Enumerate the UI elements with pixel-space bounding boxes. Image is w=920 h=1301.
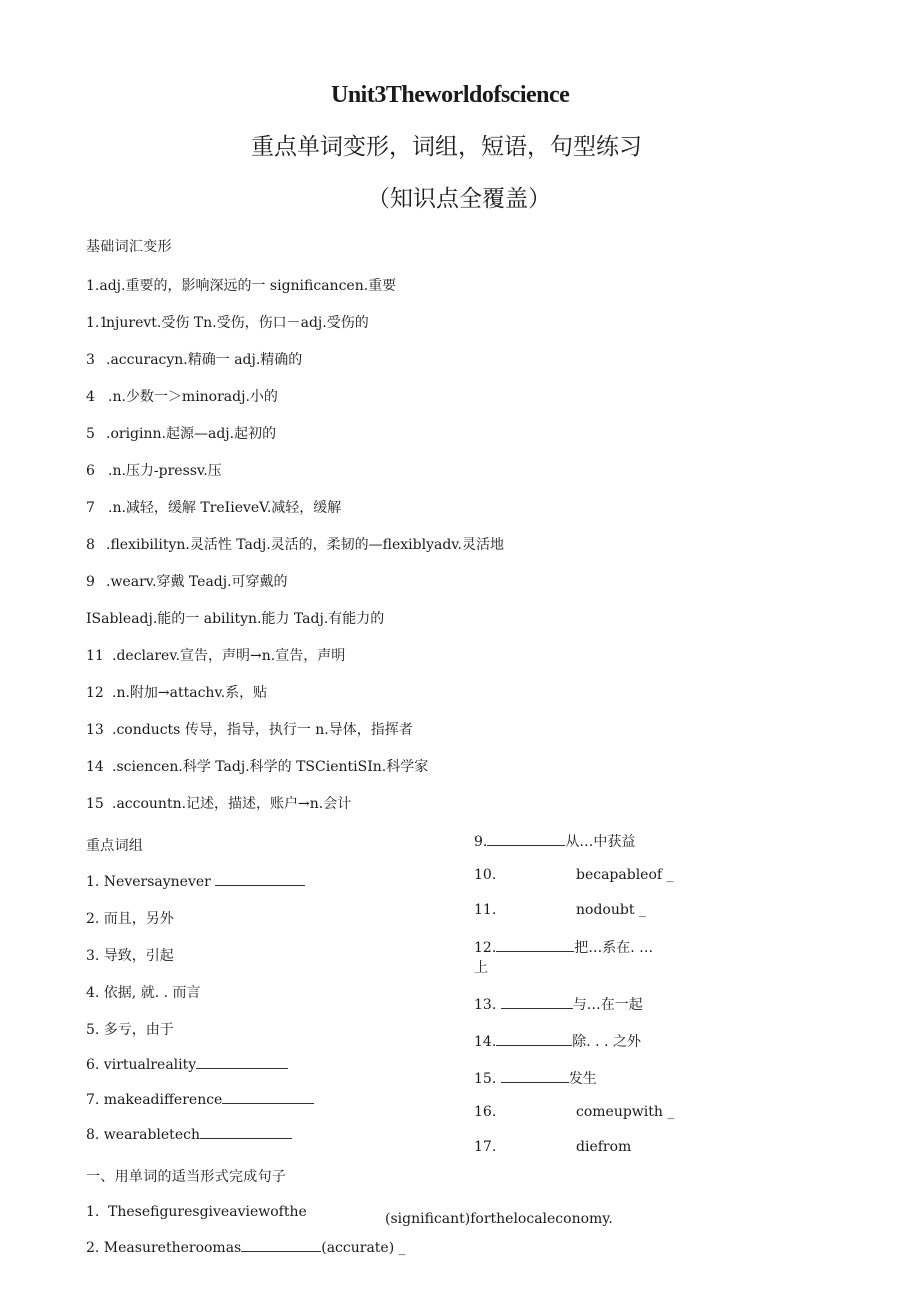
phrase-item: 8. wearabletech (86, 1126, 292, 1143)
phrase-item: 3. 导致，引起 (86, 948, 174, 964)
phrase-item: 9. 从…中获益 (474, 834, 636, 850)
answer-blank[interactable] (196, 1056, 288, 1069)
phrase-item: 5. 多亏，由于 (86, 1022, 174, 1038)
vocab-item: 1.1njurevt.受伤 Tn.受伤，伤口－adj.受伤的 (86, 315, 369, 331)
vocab-item: 13 .conducts 传导，指导，执行一 n.导体，指挥者 (86, 722, 413, 738)
phrase-item: 13. 与…在一起 (474, 997, 643, 1013)
phrase-item: 6. virtualreality (86, 1056, 288, 1073)
vocab-item: 11 .declarev.宣告，声明→n.宣告，声明 (86, 648, 346, 664)
vocab-item: 14 .sciencen.科学 Tadj.科学的 TSCientiSIn.科学家 (86, 759, 429, 775)
vocab-item: 6 .n.压力-pressv.压 (86, 463, 222, 479)
phrase-item: 2. 而且，另外 (86, 911, 174, 927)
answer-blank[interactable] (215, 873, 305, 886)
phrase-item: 11. nodoubt _ (474, 902, 646, 918)
phrase-item: 15. 发生 (474, 1071, 597, 1087)
exercise-heading: 一、用单词的适当形式完成句子 (86, 1169, 287, 1185)
phrase-item: 16. comeupwith _ (474, 1104, 675, 1120)
exercise-sentence-tail: (significant)forthelocaleconomy. (385, 1211, 613, 1227)
phrase-item: 12. 把…系在. … (474, 940, 654, 956)
phrase-item: 10. becapableof _ (474, 867, 674, 883)
answer-blank[interactable] (501, 1070, 569, 1083)
vocab-item: 8 .flexibilityn.灵活性 Tadj.灵活的，柔韧的—flexiblyadv.灵活地 (86, 537, 504, 553)
phrase-item: 14. 除. . . 之外 (474, 1034, 641, 1050)
answer-blank[interactable] (496, 1033, 572, 1046)
answer-blank[interactable] (501, 996, 573, 1009)
vocab-item: 4 .n.少数一＞minoradj.小的 (86, 389, 278, 405)
vocab-item: 1.adj.重要的，影响深远的一 significancen.重要 (86, 278, 397, 294)
phrase-item-continuation: 上 (474, 960, 488, 976)
exercise-sentence: 2. Measuretheroomas (accurate) _ (86, 1240, 406, 1256)
doc-subtitle-2: （知识点全覆盖） (367, 186, 551, 212)
doc-subtitle: 重点单词变形，词组，短语，句型练习 (251, 134, 642, 160)
answer-blank[interactable] (200, 1126, 292, 1139)
vocab-heading: 基础词汇变形 (86, 239, 172, 255)
answer-blank[interactable] (487, 833, 565, 846)
answer-blank[interactable] (241, 1239, 321, 1252)
phrase-item: 17. diefrom (474, 1139, 632, 1155)
vocab-item: 7 .n.减轻，缓解 TreIieveV.减轻，缓解 (86, 500, 342, 516)
vocab-item: ISableadj.能的一 abilityn.能力 Tadj.有能力的 (86, 611, 385, 627)
phrase-item: 4. 依据, 就. . 而言 (86, 985, 201, 1001)
vocab-item: 12 .n.附加→attachv.系，贴 (86, 685, 268, 701)
phrase-item: 1. Neversaynever (86, 873, 305, 890)
doc-title: Unit3Theworldofscience (331, 82, 570, 108)
vocab-item: 5 .originn.起源—adj.起初的 (86, 426, 277, 442)
exercise-sentence: 1. Thesefiguresgiveaviewofthe (86, 1204, 307, 1220)
phrases-heading: 重点词组 (86, 838, 144, 854)
vocab-item: 9 .wearv.穿戴 Teadj.可穿戴的 (86, 574, 288, 590)
phrase-item: 7. makeadifference (86, 1091, 314, 1108)
answer-blank[interactable] (222, 1091, 314, 1104)
answer-blank[interactable] (496, 939, 574, 952)
vocab-item: 15 .accountn.记述，描述，账户→n.会计 (86, 796, 352, 812)
vocab-item: 3 .accuracyn.精确一 adj.精确的 (86, 352, 303, 368)
